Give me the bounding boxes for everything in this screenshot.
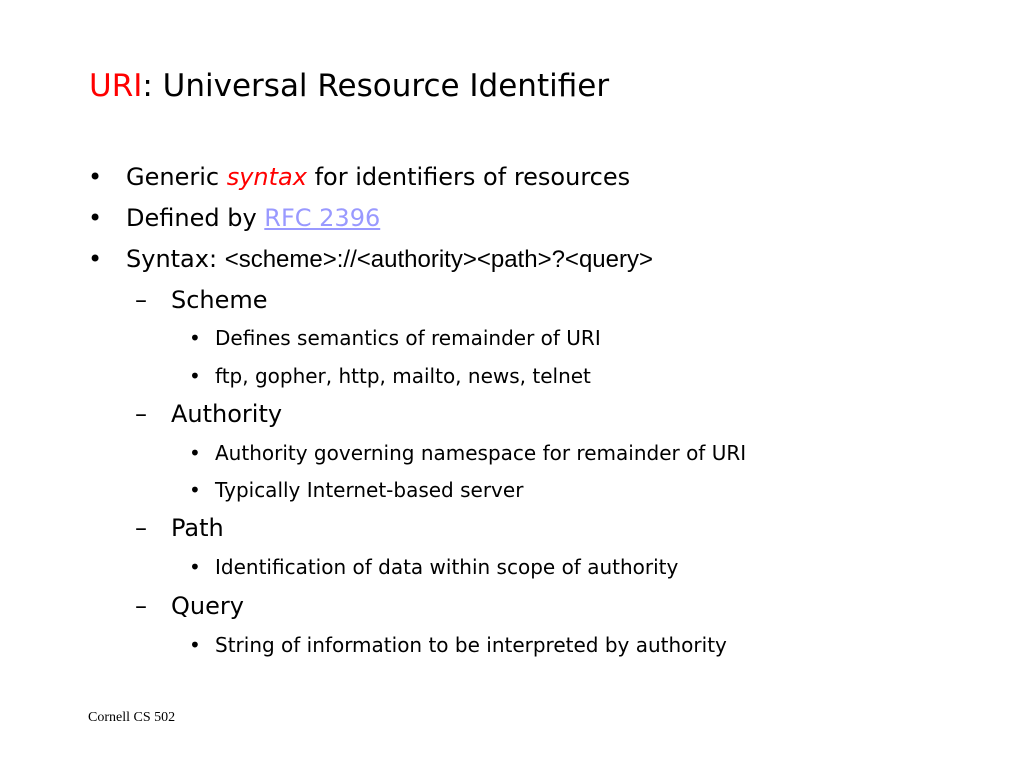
- bullet-marker: •: [88, 204, 103, 232]
- list-item: [189, 552, 678, 582]
- list-item-text: Identification of data within scope of authority: [215, 555, 679, 579]
- list-item-text: Authority governing namespace for remainder of URI: [215, 441, 747, 465]
- dash-marker: –: [135, 400, 147, 428]
- bullet-marker: •: [88, 163, 103, 191]
- bullet-marker: •: [189, 326, 201, 350]
- list-item: [189, 438, 746, 468]
- bullet-marker: •: [189, 364, 201, 388]
- bullet-defined-by: [88, 201, 380, 235]
- slide-title: [89, 64, 609, 108]
- section-heading-scheme: [135, 283, 268, 317]
- bullet-marker: •: [189, 478, 201, 502]
- bullet-marker: •: [189, 633, 201, 657]
- section-heading-text: Scheme: [171, 286, 268, 314]
- section-heading-query: [135, 589, 244, 623]
- rfc-2396-link[interactable]: RFC 2396: [264, 204, 381, 232]
- section-heading-path: [135, 511, 224, 545]
- section-heading-text: Path: [171, 514, 224, 542]
- bullet-marker: •: [189, 555, 201, 579]
- syntax-emphasis: syntax: [226, 163, 307, 191]
- dash-marker: –: [135, 286, 147, 314]
- bullet-text-pre: Defined by: [126, 204, 265, 232]
- list-item-text: ftp, gopher, http, mailto, news, telnet: [215, 364, 591, 388]
- section-heading-text: Authority: [171, 400, 283, 428]
- dash-marker: –: [135, 592, 147, 620]
- bullet-marker: •: [88, 245, 103, 273]
- section-heading-text: Query: [171, 592, 244, 620]
- syntax-label: Syntax:: [126, 245, 225, 273]
- syntax-template: <scheme>://<authority><path>?<query>: [224, 246, 653, 273]
- bullet-text-pre: Generic: [126, 163, 227, 191]
- bullet-syntax: [88, 242, 653, 277]
- list-item: [189, 630, 727, 660]
- list-item-text: String of information to be interpreted by authority: [215, 633, 727, 657]
- bullet-text-post: for identifiers of resources: [306, 163, 631, 191]
- title-accent: URI: [89, 68, 143, 104]
- dash-marker: –: [135, 514, 147, 542]
- title-rest: : Universal Resource Identifier: [142, 68, 610, 104]
- list-item: [189, 475, 523, 505]
- footer-course-label: Cornell CS 502: [88, 710, 176, 725]
- bullet-generic-syntax: [88, 160, 630, 194]
- bullet-marker: •: [189, 441, 201, 465]
- list-item: [189, 361, 591, 391]
- list-item: [189, 323, 601, 353]
- list-item-text: Typically Internet-based server: [215, 478, 524, 502]
- section-heading-authority: [135, 397, 282, 431]
- list-item-text: Defines semantics of remainder of URI: [215, 326, 601, 350]
